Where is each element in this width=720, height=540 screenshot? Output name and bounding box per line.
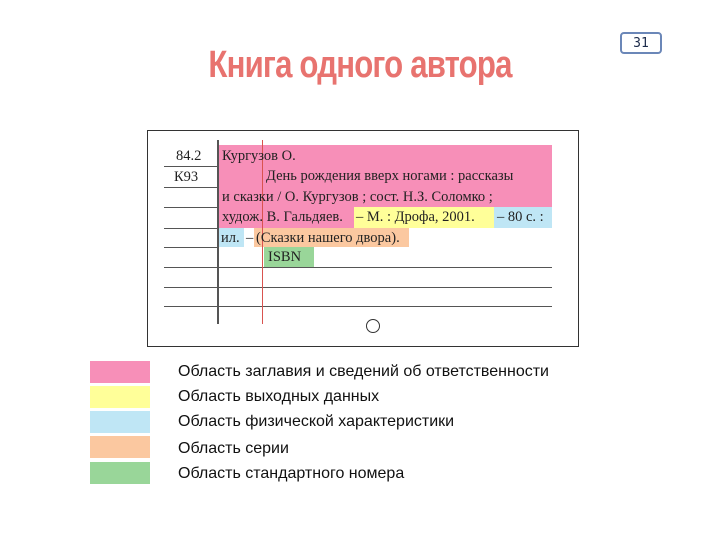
- legend-label: Область заглавия и сведений об ответственности: [178, 363, 549, 380]
- card-rule: [164, 287, 552, 288]
- card-rule: [164, 166, 218, 167]
- card-line-illustrator: худож. В. Гальдяев.: [222, 209, 343, 225]
- slide-number: 31: [620, 32, 662, 54]
- legend-label: Область стандартного номера: [178, 465, 405, 482]
- legend-swatch-publication-area: [90, 386, 150, 408]
- card-line-dash: –: [246, 230, 254, 246]
- card-line-illustrations: ил.: [221, 230, 240, 246]
- card-line-pages: – 80 с. :: [497, 209, 544, 225]
- card-line-author: Кургузов О.: [222, 148, 296, 164]
- card-margin-line: [217, 140, 219, 324]
- card-line-title-cont: и сказки / О. Кургузов ; сост. Н.З. Соломко ;: [222, 189, 493, 205]
- card-rule: [164, 228, 218, 229]
- card-hole: [366, 319, 380, 333]
- legend-label: Область физической характеристики: [178, 413, 455, 430]
- legend-swatch-series-area: [90, 436, 150, 458]
- page-title: Книга одного автора: [208, 44, 512, 86]
- card-line-title: День рождения вверх ногами : рассказы: [266, 168, 514, 184]
- legend-swatch-title-area: [90, 361, 150, 383]
- card-rule: [164, 207, 218, 208]
- card-rule: [164, 187, 218, 188]
- classification-index: 84.2: [176, 148, 202, 164]
- card-line-series: (Сказки нашего двора).: [256, 230, 400, 246]
- card-rule: [164, 267, 552, 268]
- legend-swatch-physical-area: [90, 411, 150, 433]
- card-rule: [164, 306, 552, 307]
- legend-label: Область серии: [178, 440, 289, 457]
- author-mark: К93: [174, 169, 199, 185]
- card-line-publication: – М. : Дрофа, 2001.: [356, 209, 475, 225]
- card-line-isbn: ISBN: [268, 249, 302, 265]
- legend-label: Область выходных данных: [178, 388, 380, 405]
- card-rule: [164, 247, 218, 248]
- legend-swatch-standard-number-area: [90, 462, 150, 484]
